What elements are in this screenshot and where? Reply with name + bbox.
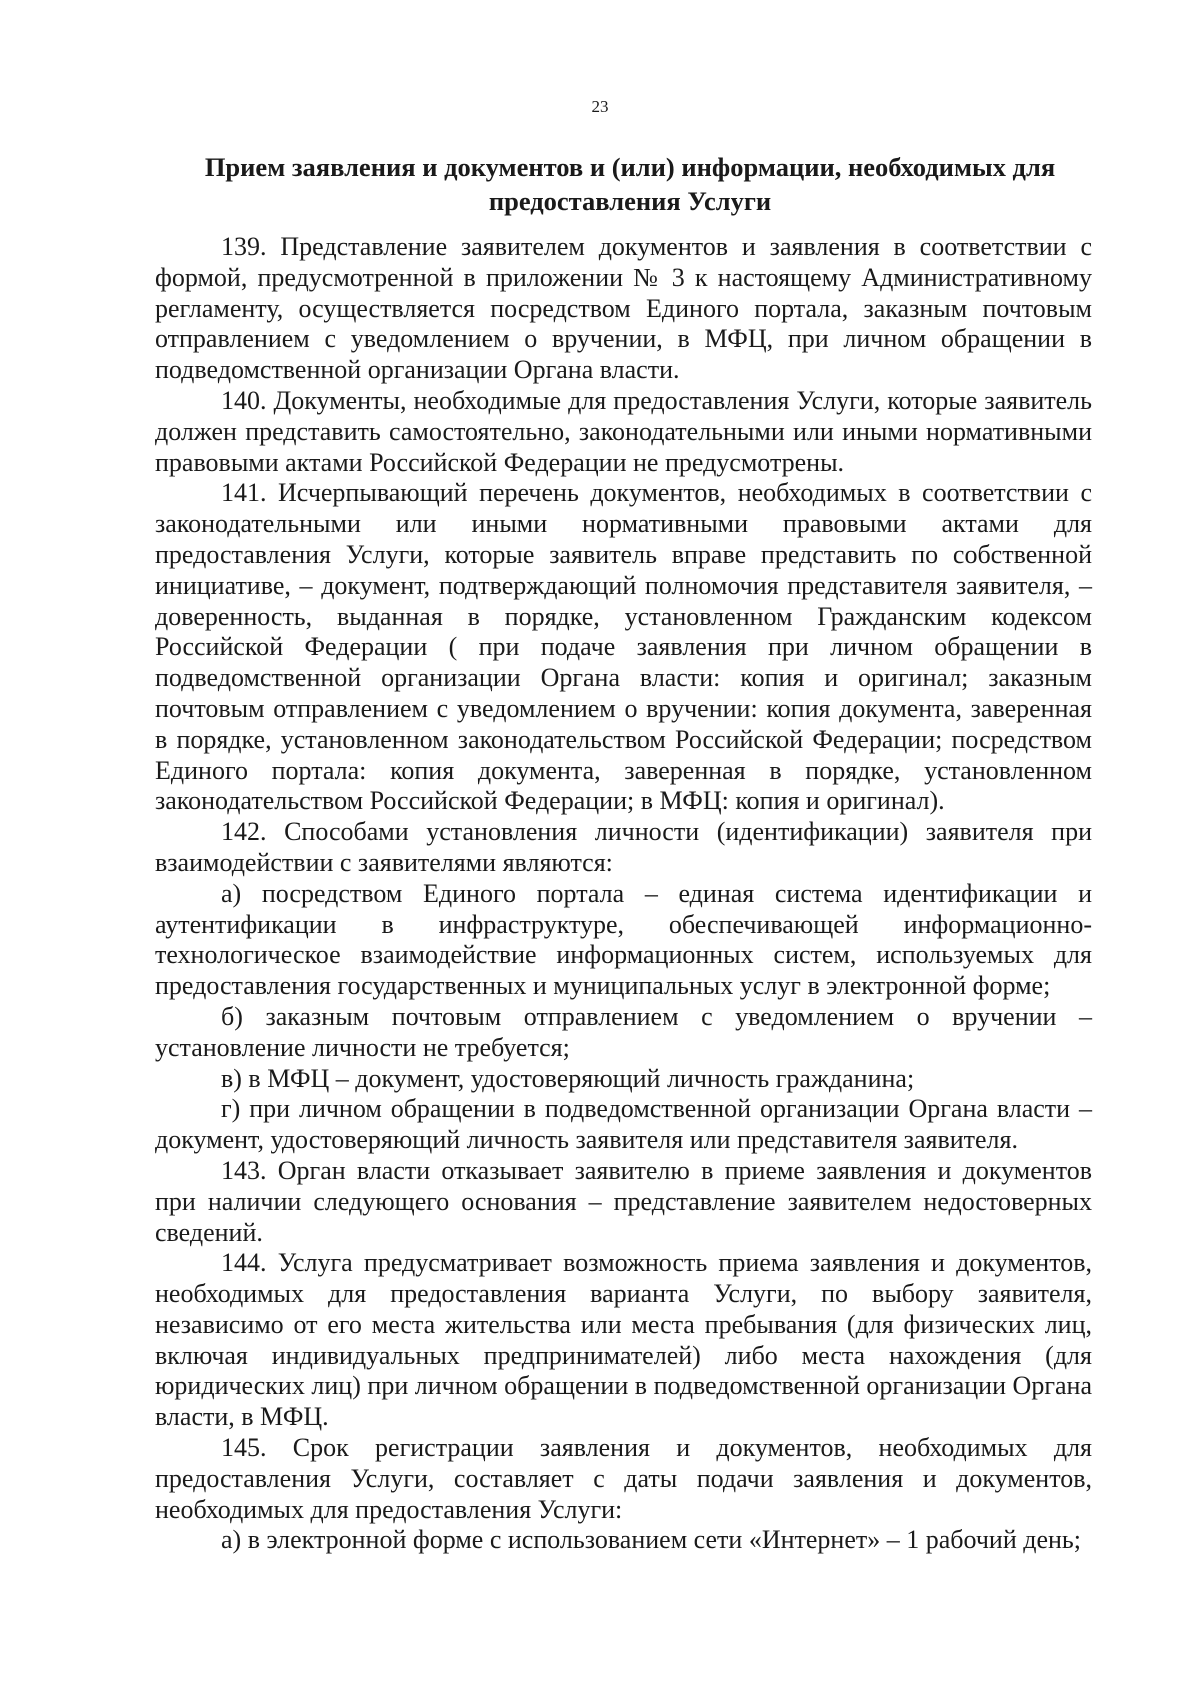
page-number: 23 [591, 97, 609, 116]
paragraph-142: 142. Способами установления личности (идентификации) заявителя при взаимодействии с заявителями являются: [155, 817, 1092, 877]
paragraph-145: 145. Срок регистрации заявления и документов, необходимых для предоставления Услуги, составляет с даты подачи заявления и документов, необходимых для предоставления Услуги: [155, 1433, 1092, 1524]
paragraph-144: 144. Услуга предусматривает возможность приема заявления и документов, необходимых для предоставления варианта Услуги, по выбору заявителя, независимо от его места жительства или места пребывания (для физических лиц, включая индивидуальных предпринимателей) либо места нахождения (для юридических лиц) при личном обращении в подведомственной организации Органа власти, в МФЦ. [155, 1248, 1092, 1432]
paragraph-142-v: в) в МФЦ – документ, удостоверяющий личность гражданина; [221, 1063, 915, 1093]
paragraph-142-g: г) при личном обращении в подведомственной организации Органа власти – документ, удостоверяющий личность заявителя или представителя заявителя. [155, 1094, 1092, 1155]
paragraph-145-a: а) в электронной форме с использованием сети «Интернет» – 1 рабочий день; [221, 1525, 1081, 1555]
paragraph-142-a: а) посредством Единого портала – единая система идентификации и аутентификации в инфраструктуре, обеспечивающей информационно-технологическое взаимодействие информационных систем, используемых для предоставления государственных и муниципальных услуг в электронной форме; [155, 878, 1092, 1001]
paragraph-141: 141. Исчерпывающий перечень документов, необходимых в соответствии с законодательными или иными нормативными правовыми актами для предоставления Услуги, которые заявитель вправе представить по собственной инициативе, – документ, подтверждающий полномочия представителя заявителя, – доверенность, выданная в порядке, установленном Гражданским кодексом Российской Федерации ( при подаче заявления при личном обращении в подведомственной организации Органа власти: копия и оригинал; заказным почтовым отправлением с уведомлением о вручении: копия документа, заверенная в порядке, установленном законодательством Российской Федерации; посредством Единого портала: копия документа, заверенная в порядке, установленном законодательством Российской Федерации; в МФЦ: копия и оригинал). [155, 478, 1092, 816]
paragraph-140: 140. Документы, необходимые для предоставления Услуги, которые заявитель должен представить самостоятельно, законодательными или иными нормативными правовыми актами Российской Федерации не предусмотрены. [155, 385, 1092, 477]
section-title: Прием заявления и документов и (или) информации, необходимых для предоставления Услуги [204, 152, 1056, 216]
paragraph-142-b: б) заказным почтовым отправлением с уведомлением о вручении – установление личности не требуется; [155, 1001, 1092, 1062]
document-body [155, 232, 1092, 1556]
paragraph-143: 143. Орган власти отказывает заявителю в приеме заявления и документов при наличии следующего основания – представление заявителем недостоверных сведений. [155, 1155, 1092, 1247]
paragraph-139: 139. Представление заявителем документов и заявления в соответствии с формой, предусмотренной в приложении № 3 к настоящему Административному регламенту, осуществляется посредством Единого портала, заказным почтовым отправлением с уведомлением о вручении, в МФЦ, при личном обращении в подведомственной организации Органа власти. [155, 232, 1092, 385]
